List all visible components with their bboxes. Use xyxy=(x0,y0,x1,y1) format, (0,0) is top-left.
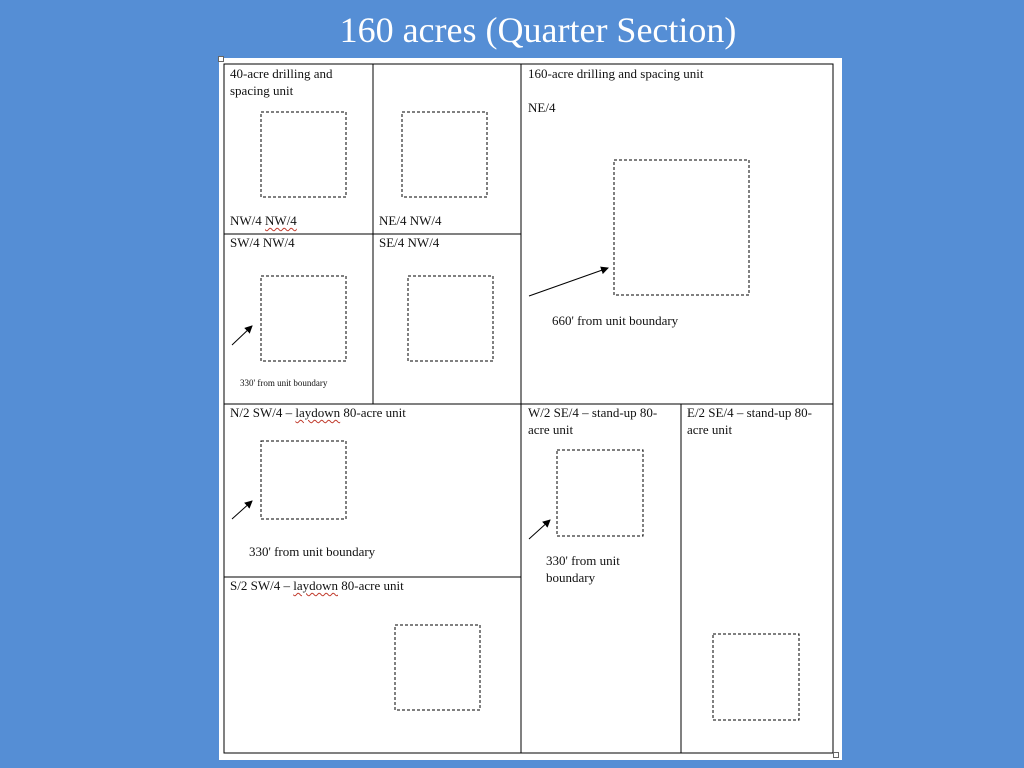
page-resize-handle-bottom-right[interactable] xyxy=(833,752,839,758)
well-square-ne xyxy=(614,160,749,295)
ne-quarter-label: NE/4 xyxy=(528,100,556,115)
n-sw-label-a: N/2 SW/4 – xyxy=(230,405,296,420)
ne-boundary-note: 660' from unit boundary xyxy=(552,313,679,328)
nw-nw-unit-label: 40-acre drilling and spacing unit xyxy=(230,66,333,98)
arrow-w-se xyxy=(529,520,550,539)
well-square-s-sw xyxy=(395,625,480,710)
n-sw-unit-label xyxy=(230,404,406,421)
e-se-unit-label: E/2 SE/4 – stand-up 80-acre unit xyxy=(687,405,812,437)
arrow-ne xyxy=(529,268,608,296)
arrow-sw-nw xyxy=(232,326,252,345)
slide-title: 160 acres (Quarter Section) xyxy=(339,10,737,50)
well-square-nw-nw xyxy=(261,112,346,197)
nw-nw-quarter-label-b: NW/4 xyxy=(265,213,297,228)
well-square-w-se xyxy=(557,450,643,536)
sw-nw-quarter-label: SW/4 NW/4 xyxy=(230,235,295,250)
s-sw-label-b: laydown xyxy=(293,578,338,593)
n-sw-boundary-note: 330' from unit boundary xyxy=(249,544,376,559)
w-se-boundary-note: 330' from unit boundary xyxy=(546,553,620,585)
arrow-n-sw xyxy=(232,501,252,519)
ne-nw-quarter-label: NE/4 NW/4 xyxy=(379,213,442,228)
diagram-page xyxy=(219,58,842,760)
well-square-e-se xyxy=(713,634,799,720)
page-resize-handle-top-left[interactable] xyxy=(218,56,224,62)
well-square-ne-nw xyxy=(402,112,487,197)
nw-nw-quarter-label xyxy=(230,212,297,229)
sw-nw-boundary-note: 330' from unit boundary xyxy=(240,378,328,388)
s-sw-unit-label xyxy=(230,577,404,594)
nw-nw-quarter-label-a: NW/4 xyxy=(230,213,266,228)
se-nw-quarter-label: SE/4 NW/4 xyxy=(379,235,440,250)
well-square-sw-nw xyxy=(261,276,346,361)
well-square-se-nw xyxy=(408,276,493,361)
s-sw-label-a: S/2 SW/4 – xyxy=(230,578,294,593)
w-se-unit-label: W/2 SE/4 – stand-up 80-acre unit xyxy=(528,405,658,437)
s-sw-label-c: 80-acre unit xyxy=(338,578,404,593)
ne-unit-label: 160-acre drilling and spacing unit xyxy=(528,66,704,81)
n-sw-label-c: 80-acre unit xyxy=(340,405,406,420)
n-sw-label-b: laydown xyxy=(295,405,341,420)
well-square-n-sw xyxy=(261,441,346,519)
